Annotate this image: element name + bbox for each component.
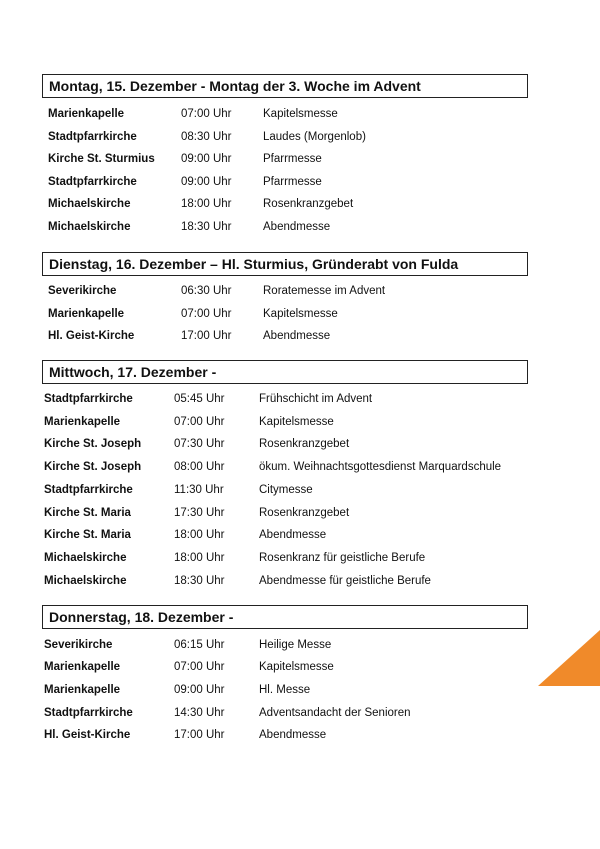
location: Severikirche xyxy=(44,639,113,651)
event: Kapitelsmesse xyxy=(259,661,334,673)
schedule-row xyxy=(0,456,600,478)
schedule-row xyxy=(0,388,600,410)
event: Citymesse xyxy=(259,484,313,496)
location: Marienkapelle xyxy=(48,108,125,120)
event: Rosenkranz für geistliche Berufe xyxy=(259,552,426,564)
location: Hl. Geist-Kirche xyxy=(48,330,135,342)
schedule-row xyxy=(0,724,600,746)
time: 07:00 Uhr xyxy=(174,661,225,673)
event: Abendmesse xyxy=(263,330,331,342)
location: Marienkapelle xyxy=(44,416,121,428)
time: 07:00 Uhr xyxy=(181,108,232,120)
event: Pfarrmesse xyxy=(263,153,322,165)
time: 08:30 Uhr xyxy=(181,131,232,143)
event: Rosenkranzgebet xyxy=(263,198,354,210)
time: 07:00 Uhr xyxy=(181,308,232,320)
time: 06:30 Uhr xyxy=(181,285,232,297)
schedule-row xyxy=(0,502,600,524)
location: Kirche St. Maria xyxy=(44,507,131,519)
schedule-row xyxy=(0,325,600,347)
schedule-row xyxy=(0,148,600,170)
schedule-row xyxy=(0,524,600,546)
location: Marienkapelle xyxy=(48,308,125,320)
location: Kirche St. Joseph xyxy=(44,461,142,473)
time: 06:15 Uhr xyxy=(174,639,225,651)
event: ökum. Weihnachtsgottesdienst Marquardschule xyxy=(259,461,502,473)
day-header: Mittwoch, 17. Dezember - xyxy=(42,360,528,384)
time: 11:30 Uhr xyxy=(174,484,224,496)
event: Frühschicht im Advent xyxy=(259,393,373,405)
schedule-row xyxy=(0,193,600,215)
event: Laudes (Morgenlob) xyxy=(263,131,366,143)
triangle-shape xyxy=(538,630,600,686)
time: 18:00 Uhr xyxy=(181,198,232,210)
time: 14:30 Uhr xyxy=(174,707,225,719)
location: Stadtpfarrkirche xyxy=(44,484,133,496)
event: Abendmesse xyxy=(259,729,327,741)
location: Stadtpfarrkirche xyxy=(44,707,133,719)
location: Kirche St. Sturmius xyxy=(48,153,155,165)
schedule-row xyxy=(0,547,600,569)
schedule-row xyxy=(0,103,600,125)
time: 17:00 Uhr xyxy=(174,729,225,741)
location: Marienkapelle xyxy=(44,661,121,673)
location: Severikirche xyxy=(48,285,117,297)
location: Michaelskirche xyxy=(44,575,127,587)
location: Michaelskirche xyxy=(48,198,131,210)
time: 07:30 Uhr xyxy=(174,438,225,450)
location: Marienkapelle xyxy=(44,684,121,696)
event: Kapitelsmesse xyxy=(263,108,338,120)
time: 05:45 Uhr xyxy=(174,393,225,405)
location: Michaelskirche xyxy=(44,552,127,564)
schedule-row xyxy=(0,171,600,193)
location: Kirche St. Maria xyxy=(44,529,131,541)
day-header: Montag, 15. Dezember - Montag der 3. Woche im Advent xyxy=(42,74,528,98)
event: Abendmesse xyxy=(259,529,327,541)
event: Rosenkranzgebet xyxy=(259,438,350,450)
location: Stadtpfarrkirche xyxy=(48,176,137,188)
location: Stadtpfarrkirche xyxy=(48,131,137,143)
location: Michaelskirche xyxy=(48,221,131,233)
time: 18:00 Uhr xyxy=(174,552,225,564)
schedule-row xyxy=(0,570,600,592)
time: 09:00 Uhr xyxy=(181,176,232,188)
schedule-row xyxy=(0,479,600,501)
event: Hl. Messe xyxy=(259,684,311,696)
decorative-orange-triangle xyxy=(538,630,600,686)
schedule-row xyxy=(0,216,600,238)
event: Kapitelsmesse xyxy=(259,416,334,428)
schedule-row xyxy=(0,656,600,678)
location: Hl. Geist-Kirche xyxy=(44,729,131,741)
schedule-row xyxy=(0,303,600,325)
time: 18:30 Uhr xyxy=(174,575,225,587)
schedule-row xyxy=(0,411,600,433)
event: Pfarrmesse xyxy=(263,176,322,188)
time: 07:00 Uhr xyxy=(174,416,225,428)
time: 09:00 Uhr xyxy=(174,684,225,696)
day-header: Donnerstag, 18. Dezember - xyxy=(42,605,528,629)
time: 18:00 Uhr xyxy=(174,529,225,541)
event: Abendmesse für geistliche Berufe xyxy=(259,575,431,587)
schedule-row xyxy=(0,702,600,724)
event: Heilige Messe xyxy=(259,639,332,651)
schedule-row xyxy=(0,126,600,148)
day-header: Dienstag, 16. Dezember – Hl. Sturmius, Gründerabt von Fulda xyxy=(42,252,528,276)
time: 08:00 Uhr xyxy=(174,461,225,473)
event: Roratemesse im Advent xyxy=(263,285,386,297)
time: 17:30 Uhr xyxy=(174,507,225,519)
time: 17:00 Uhr xyxy=(181,330,232,342)
location: Stadtpfarrkirche xyxy=(44,393,133,405)
time: 18:30 Uhr xyxy=(181,221,232,233)
time: 09:00 Uhr xyxy=(181,153,232,165)
schedule-row xyxy=(0,634,600,656)
schedule-row xyxy=(0,679,600,701)
schedule-row xyxy=(0,280,600,302)
event: Abendmesse xyxy=(263,221,331,233)
schedule-row xyxy=(0,433,600,455)
location: Kirche St. Joseph xyxy=(44,438,142,450)
event: Rosenkranzgebet xyxy=(259,507,350,519)
event: Kapitelsmesse xyxy=(263,308,338,320)
event: Adventsandacht der Senioren xyxy=(259,707,411,719)
